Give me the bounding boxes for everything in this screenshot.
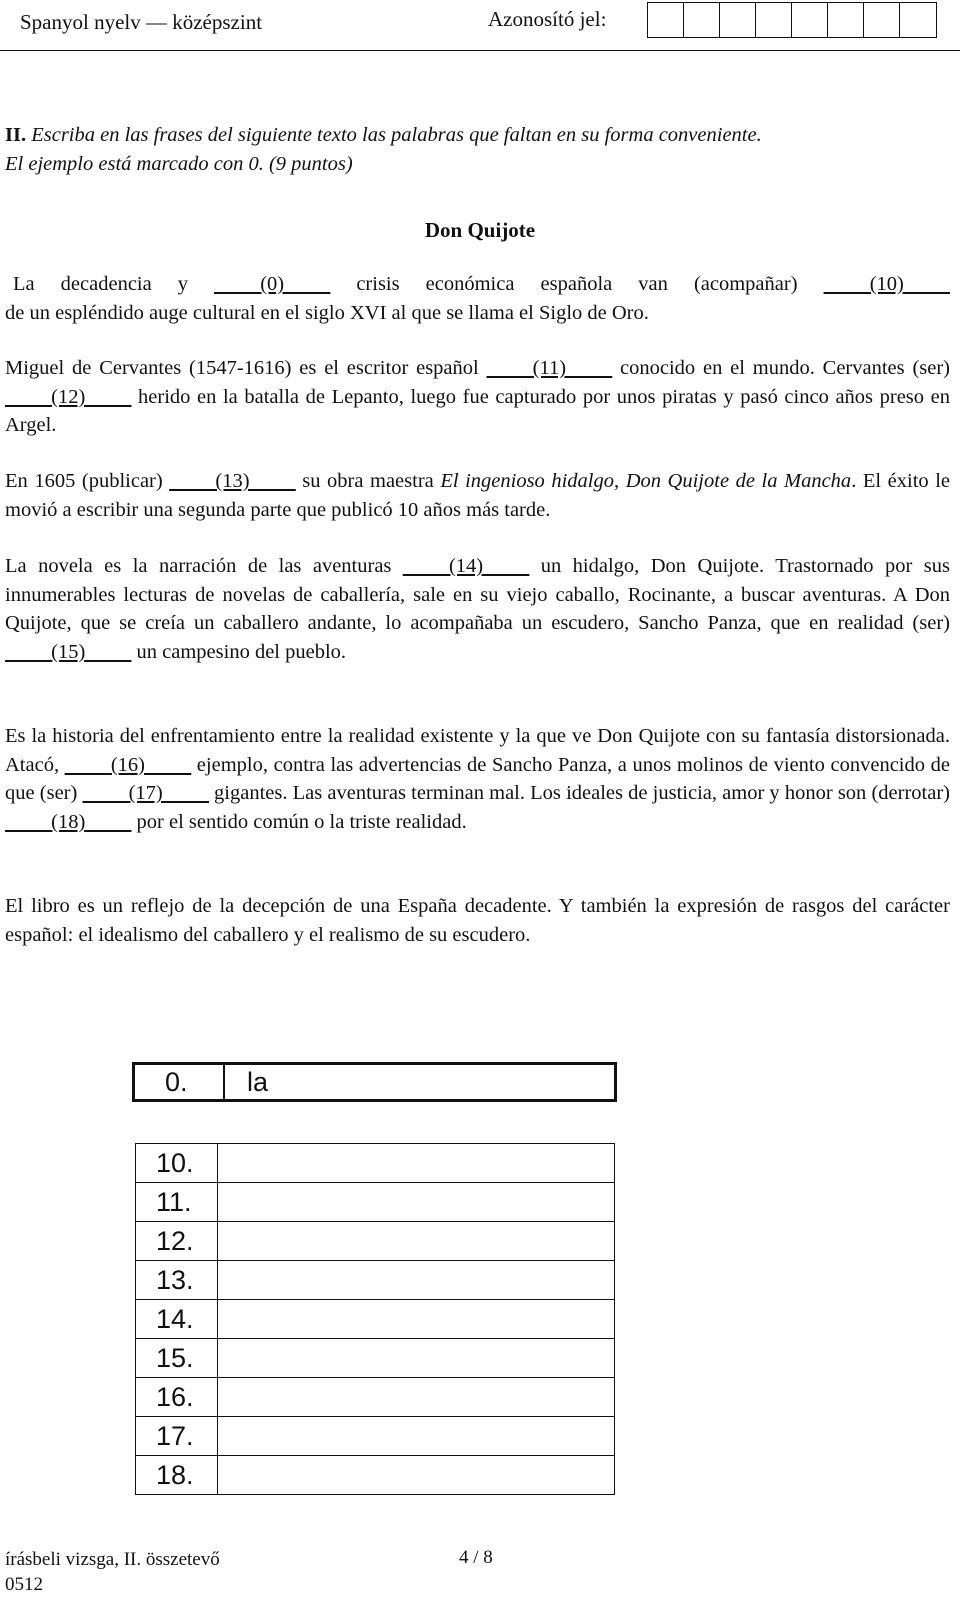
p1-text-a: La decadencia y (13, 273, 215, 295)
answer-row (136, 1222, 615, 1261)
id-box[interactable] (900, 3, 936, 37)
answer-number: 17. (136, 1417, 218, 1456)
p5-text-b: ejemplo, contra las advertencias de Sancho Panza, a unos molinos de viento convencido de que (ser) (5, 753, 950, 805)
instruction-line-1: Escriba en las frases del siguiente texto las palabras que faltan en su forma conveniente. (31, 124, 762, 146)
answer-number: 10. (136, 1144, 218, 1183)
paragraph-2 (5, 354, 950, 440)
gap-0: (0) (260, 273, 285, 295)
answer-field[interactable] (218, 1144, 615, 1183)
answer-table (135, 1143, 615, 1495)
text-title: Don Quijote (424, 218, 536, 242)
p5-text-a: Es la historia del enfrentamiento entre la realidad existente y la que ve Don Quijote con su fantasía distorsionada. Atacó, (5, 725, 950, 776)
footer-exam: írásbeli vizsga, II. összetevő (5, 1549, 220, 1570)
answer-field[interactable] (218, 1417, 615, 1456)
gap-15: (15) (51, 640, 86, 663)
footer-code: 0512 (5, 1574, 43, 1595)
p3-text-a: En 1605 (publicar) (5, 470, 170, 492)
answer-field[interactable] (218, 1456, 615, 1495)
answer-number: 11. (136, 1183, 218, 1222)
page-number: 4 / 8 (459, 1547, 493, 1568)
gap-17: (17) (128, 782, 163, 805)
id-box[interactable] (792, 3, 828, 37)
p1-text-c: de un espléndido auge cultural en el siglo XVI al que se llama el Siglo de Oro. (5, 301, 649, 324)
paragraph-4 (5, 552, 950, 666)
answer-number: 13. (136, 1261, 218, 1300)
id-box[interactable] (684, 3, 720, 37)
answer-row (136, 1378, 615, 1417)
answer-field[interactable] (218, 1339, 615, 1378)
answer-field[interactable] (218, 1378, 615, 1417)
example-answer-box (132, 1062, 617, 1102)
header-subject: Spanyol nyelv — középszint (20, 10, 263, 34)
p5-text-c: gigantes. Las aventuras terminan mal. Los ideales de justicia, amor y honor son (derrotar) (208, 782, 950, 805)
answer-number: 18. (136, 1456, 218, 1495)
p2-text-c: herido en la batalla de Lepanto, luego fue capturado por unos piratas y pasó cinco años preso en Argel. (5, 385, 950, 437)
answer-field[interactable] (218, 1183, 615, 1222)
answer-field[interactable] (218, 1261, 615, 1300)
header-divider (0, 50, 960, 51)
p3-text-c: . El éxito le movió a escribir una segunda parte que publicó 10 años más tarde. (5, 470, 950, 521)
instruction-line-2: El ejemplo está marcado con 0. (9 puntos) (5, 152, 353, 175)
id-box[interactable] (648, 3, 684, 37)
example-value: la (247, 1066, 269, 1097)
footer-info (5, 1547, 220, 1597)
id-box[interactable] (828, 3, 864, 37)
answer-row (136, 1417, 615, 1456)
id-label: Azonosító jel: (488, 7, 607, 31)
p1-text-b: crisis económica española van (acompañar) (330, 273, 824, 295)
p5-text-d: por el sentido común o la triste realidad. (131, 810, 467, 833)
answer-row (136, 1144, 615, 1183)
example-number: 0. (135, 1065, 225, 1099)
gap-16: (16) (110, 753, 146, 776)
id-box[interactable] (864, 3, 900, 37)
p3-text-b: su obra maestra (295, 470, 441, 492)
answer-number: 12. (136, 1222, 218, 1261)
paragraph-5 (5, 722, 950, 836)
p4-text-b: un hidalgo, Don Quijote. Trastornado por sus innumerables lecturas de novelas de caballería, sale en su viejo caballo, Rocinante, a buscar aventuras. A Don Quijote, que se creía un caballero andante, lo acompañaba un escudero, Sancho Panza, que en realidad (ser) (5, 555, 950, 635)
paragraph-6 (5, 892, 950, 949)
p2-text-a: Miguel de Cervantes (1547-1616) es el escritor español (5, 357, 487, 379)
answer-number: 15. (136, 1339, 218, 1378)
p2-text-b: conocido en el mundo. Cervantes (ser) (612, 357, 951, 379)
paragraph-3 (5, 467, 950, 524)
work-title: El ingenioso hidalgo, Don Quijote de la Mancha (440, 470, 852, 492)
paragraph-1 (5, 270, 950, 327)
answer-row (136, 1339, 615, 1378)
task-instructions (5, 121, 950, 178)
answer-row (136, 1300, 615, 1339)
answer-field[interactable] (218, 1300, 615, 1339)
task-number: II. (5, 124, 27, 146)
gap-11: (11) (532, 357, 567, 379)
gap-13: (13) (215, 470, 250, 492)
gap-18: (18) (51, 810, 86, 833)
answer-row (136, 1261, 615, 1300)
answer-number: 16. (136, 1378, 218, 1417)
p6-text: El libro es un reflejo de la decepción de una España decadente. Y también la expresión de rasgos del carácter español: el idealismo del caballero y el realismo de su escudero. (5, 895, 950, 946)
p4-text-c: un campesino del pueblo. (131, 640, 347, 663)
answer-row (136, 1183, 615, 1222)
answer-number: 14. (136, 1300, 218, 1339)
id-box[interactable] (720, 3, 756, 37)
answer-row (136, 1456, 615, 1495)
id-box[interactable] (756, 3, 792, 37)
gap-14: (14) (448, 555, 484, 577)
id-code-boxes[interactable] (647, 2, 937, 38)
answer-field[interactable] (218, 1222, 615, 1261)
gap-10: (10) (869, 273, 904, 295)
gap-12: (12) (51, 385, 86, 408)
p4-text-a: La novela es la narración de las aventuras (5, 555, 403, 577)
